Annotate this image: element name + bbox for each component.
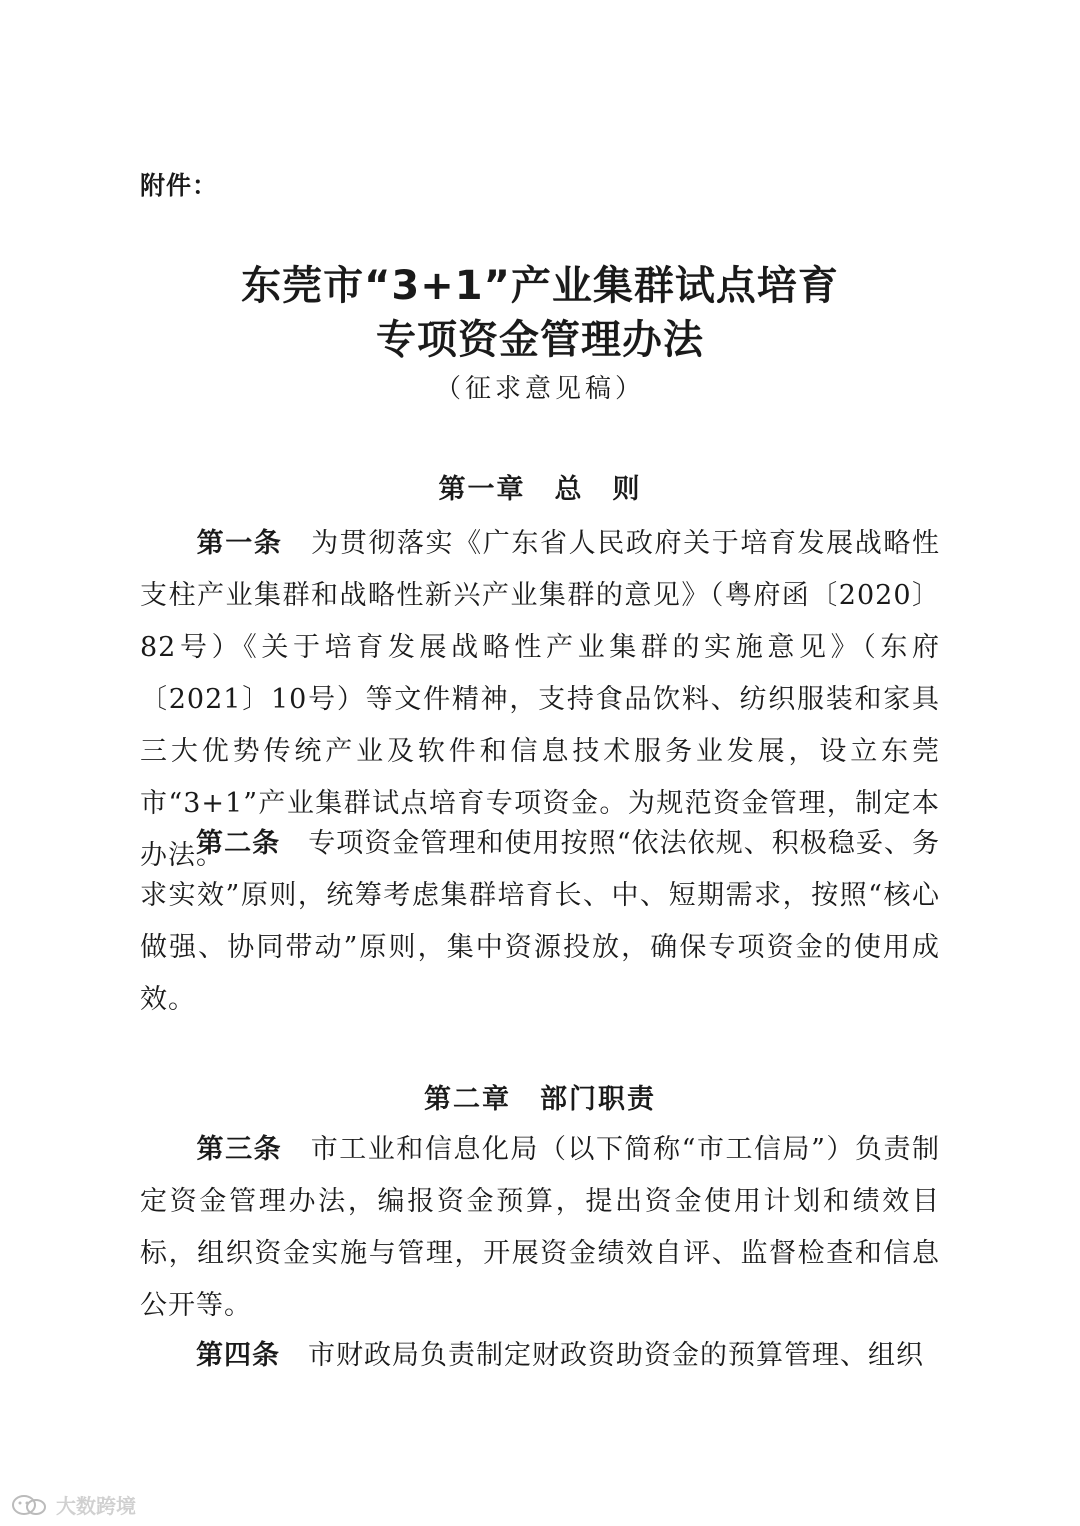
article-2 xyxy=(140,818,940,1026)
wechat-logo-icon xyxy=(10,1494,50,1516)
document-title-line-1: 东莞市“3+1”产业集群试点培育 xyxy=(241,263,839,309)
article-text: 为贯彻落实《广东省人民政府关于培育发展战略性支柱产业集群和战略性新兴产业集群的意见》（粤府函〔2020〕82号）《关于培育发展战略性产业集群的实施意见》（东府〔2021〕10号）等文件精神，支持食品饮料、纺织服装和家具三大优势传统产业及软件和信息技术服务业发展，设立东莞市“3+1”产业集群试点培育专项资金。为规范资金管理，制定本办法。 xyxy=(140,528,941,871)
document-subtitle: （征求意见稿） xyxy=(434,374,645,404)
article-text: 市财政局负责制定财政资助资金的预算管理、组织 xyxy=(308,1340,924,1371)
watermark-text: 大数跨境 xyxy=(56,1494,136,1518)
attachment-label: 附件： xyxy=(140,171,219,200)
chapter-heading-1: 第一章 总 则 xyxy=(438,474,642,505)
article-text: 市工业和信息化局（以下简称“市工信局”）负责制定资金管理办法，编报资金预算，提出资金使用计划和绩效目标，组织资金实施与管理，开展资金绩效自评、监督检查和信息公开等。 xyxy=(140,1134,941,1321)
article-number: 第四条 xyxy=(196,1340,280,1371)
article-4 xyxy=(140,1330,940,1382)
article-number: 第一条 xyxy=(196,528,283,559)
article-3 xyxy=(140,1124,940,1332)
article-number: 第三条 xyxy=(196,1134,283,1165)
article-text: 专项资金管理和使用按照“依法依规、积极稳妥、务求实效”原则，统筹考虑集群培育长、中、短期需求，按照“核心做强、协同带动”原则，集中资源投放，确保专项资金的使用成效。 xyxy=(140,828,941,1015)
document-title-line-2: 专项资金管理办法 xyxy=(376,317,704,363)
watermark xyxy=(10,1490,136,1519)
chapter-heading-2: 第二章 部门职责 xyxy=(424,1084,656,1115)
article-number: 第二条 xyxy=(196,828,281,859)
